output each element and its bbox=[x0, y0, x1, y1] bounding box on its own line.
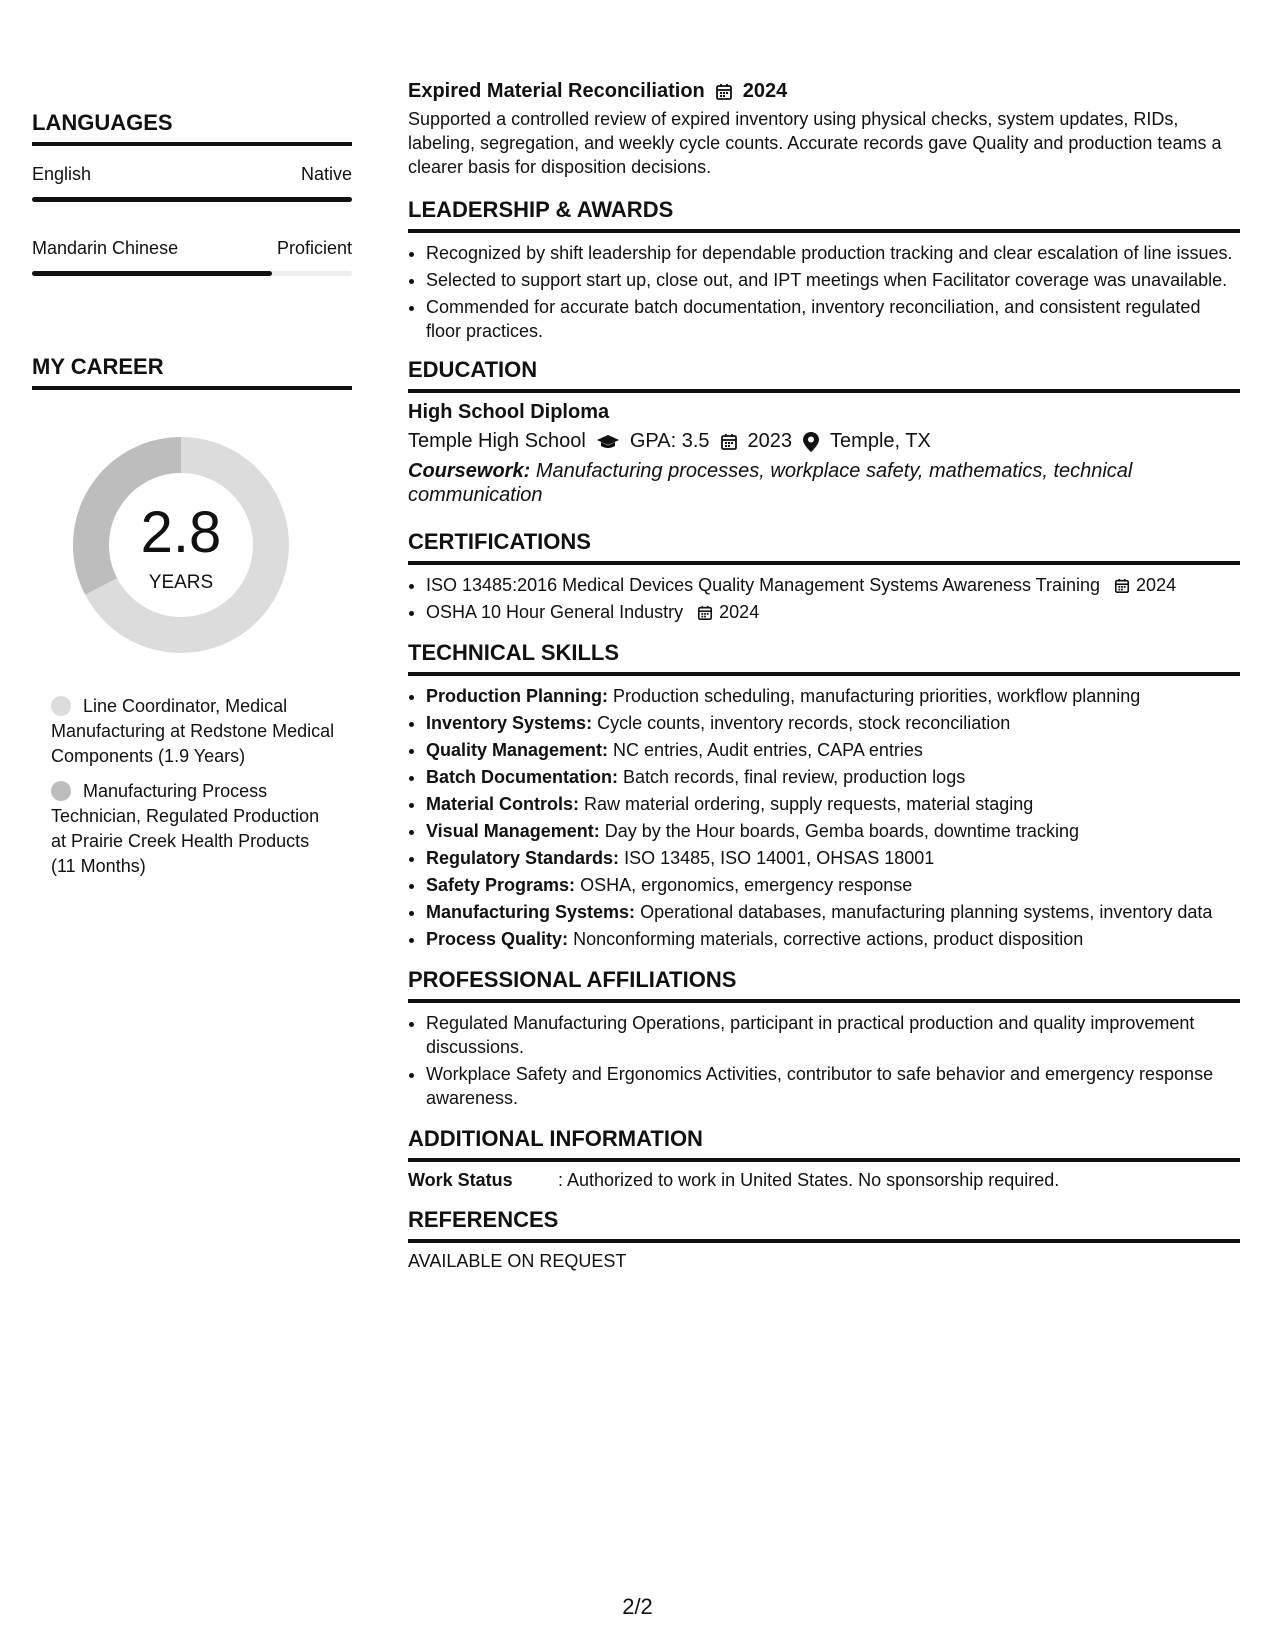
right-column bbox=[408, 80, 1240, 1272]
career-role-label: Manufacturing Process Technician, Regulated Production at Prairie Creek Health Products (11 Months) bbox=[51, 781, 320, 876]
skill-value: NC entries, Audit entries, CAPA entries bbox=[613, 740, 923, 760]
career-total-years: 2.8 bbox=[140, 500, 222, 565]
skill-value: Raw material ordering, supply requests, material staging bbox=[584, 794, 1034, 814]
certification-name: ISO 13485:2016 Medical Devices Quality Management Systems Awareness Training bbox=[426, 575, 1101, 595]
list-item: • Workplace Safety and Ergonomics Activities, contributor to safe behavior and emergency response awareness. bbox=[426, 1062, 1240, 1110]
affiliations-heading: PROFESSIONAL AFFILIATIONS bbox=[408, 967, 1240, 1003]
list-item: • Selected to support start up, close out, and IPT meetings when Facilitator coverage was unavailable. bbox=[426, 268, 1240, 292]
project-description: Supported a controlled review of expired inventory using physical checks, system updates, RIDs, labeling, segregation, and weekly cycle counts. Accurate records gave Quality and production teams a clearer basis for disposition decisions. bbox=[408, 109, 1222, 177]
coursework-text: Manufacturing processes, workplace safety, mathematics, technical communication bbox=[408, 460, 1133, 506]
skill-value: Batch records, final review, production logs bbox=[623, 767, 966, 787]
skill-value: Cycle counts, inventory records, stock reconciliation bbox=[597, 713, 1011, 733]
skills-list bbox=[408, 684, 1240, 951]
career-years-unit: YEARS bbox=[148, 572, 214, 593]
skill-value: Nonconforming materials, corrective actions, product disposition bbox=[573, 929, 1084, 949]
certifications-list bbox=[408, 573, 1240, 624]
skill-item bbox=[426, 900, 1240, 924]
left-column bbox=[32, 110, 352, 889]
language-level: Proficient bbox=[276, 238, 352, 258]
language-item bbox=[32, 238, 352, 276]
career-legend-item bbox=[51, 694, 336, 769]
additional-info-heading: ADDITIONAL INFORMATION bbox=[408, 1126, 1240, 1162]
career-section bbox=[32, 354, 352, 879]
skill-label: Visual Management: bbox=[426, 821, 600, 841]
education-year: 2023 bbox=[747, 430, 793, 452]
list-item: • Regulated Manufacturing Operations, participant in practical production and quality improvement discussions. bbox=[426, 1011, 1240, 1059]
page-number: 2/2 bbox=[622, 1594, 653, 1619]
graduation-cap-icon bbox=[596, 433, 620, 451]
skill-value: OSHA, ergonomics, emergency response bbox=[580, 875, 913, 895]
language-name: Mandarin Chinese bbox=[32, 238, 179, 258]
list-item bbox=[426, 573, 1240, 597]
skill-value: Day by the Hour boards, Gemba boards, downtime tracking bbox=[604, 821, 1079, 841]
career-role-label: Line Coordinator, Medical Manufacturing at Redstone Medical Components (1.9 Years) bbox=[51, 696, 335, 766]
location-pin-icon bbox=[802, 433, 820, 451]
legend-dot-icon bbox=[51, 781, 71, 801]
career-donut-chart bbox=[66, 430, 296, 660]
skill-label: Manufacturing Systems: bbox=[426, 902, 636, 922]
skill-label: Inventory Systems: bbox=[426, 713, 593, 733]
language-name: English bbox=[32, 164, 92, 184]
project-title: Expired Material Reconciliation bbox=[408, 80, 705, 102]
project-year: 2024 bbox=[742, 80, 788, 102]
skill-value: Operational databases, manufacturing planning systems, inventory data bbox=[640, 902, 1213, 922]
skill-item bbox=[426, 765, 1240, 789]
skill-item bbox=[426, 846, 1240, 870]
certification-year: 2024 bbox=[719, 602, 760, 622]
work-status-row bbox=[408, 1170, 1240, 1191]
skill-label: Process Quality: bbox=[426, 929, 569, 949]
language-item bbox=[32, 164, 352, 202]
education-degree: High School Diploma bbox=[408, 401, 610, 423]
calendar-icon bbox=[1113, 577, 1131, 595]
skill-label: Production Planning: bbox=[426, 686, 608, 706]
references-heading: REFERENCES bbox=[408, 1207, 1240, 1243]
skill-value: Production scheduling, manufacturing priorities, workflow planning bbox=[613, 686, 1141, 706]
skills-heading: TECHNICAL SKILLS bbox=[408, 640, 1240, 676]
references-text: AVAILABLE ON REQUEST bbox=[408, 1251, 627, 1271]
calendar-icon bbox=[720, 433, 738, 451]
calendar-icon bbox=[715, 83, 733, 101]
language-proficiency-bar bbox=[32, 271, 352, 276]
career-legend-item bbox=[51, 779, 336, 879]
education-coursework bbox=[408, 459, 1240, 507]
project-header bbox=[408, 80, 1240, 103]
skill-item bbox=[426, 738, 1240, 762]
coursework-label: Coursework: bbox=[408, 460, 531, 482]
leadership-list bbox=[408, 241, 1240, 343]
language-level: Native bbox=[300, 164, 352, 184]
list-item: • Recognized by shift leadership for dependable production tracking and clear escalation of line issues. bbox=[426, 241, 1240, 265]
language-proficiency-fill bbox=[32, 271, 272, 276]
language-proficiency-fill bbox=[32, 197, 352, 202]
affiliations-list bbox=[408, 1011, 1240, 1110]
list-item bbox=[426, 600, 1240, 624]
certification-name: OSHA 10 Hour General Industry bbox=[426, 602, 684, 622]
skill-item bbox=[426, 873, 1240, 897]
skill-label: Batch Documentation: bbox=[426, 767, 619, 787]
skill-label: Material Controls: bbox=[426, 794, 580, 814]
language-proficiency-bar bbox=[32, 197, 352, 202]
education-school: Temple High School bbox=[408, 430, 586, 452]
career-legend bbox=[51, 694, 336, 879]
skill-item bbox=[426, 684, 1240, 708]
education-location: Temple, TX bbox=[830, 430, 931, 452]
education-heading: EDUCATION bbox=[408, 357, 1240, 393]
skill-value: ISO 13485, ISO 14001, OHSAS 18001 bbox=[624, 848, 935, 868]
career-heading: MY CAREER bbox=[32, 354, 352, 390]
certification-year: 2024 bbox=[1136, 575, 1177, 595]
skill-item bbox=[426, 792, 1240, 816]
skill-item bbox=[426, 927, 1240, 951]
education-gpa: GPA: 3.5 bbox=[629, 430, 710, 452]
legend-dot-icon bbox=[51, 696, 71, 716]
skill-label: Regulatory Standards: bbox=[426, 848, 620, 868]
skill-label: Quality Management: bbox=[426, 740, 609, 760]
list-item: • Commended for accurate batch documentation, inventory reconciliation, and consistent regulated floor practices. bbox=[426, 295, 1240, 343]
certifications-heading: CERTIFICATIONS bbox=[408, 529, 1240, 565]
skill-item bbox=[426, 819, 1240, 843]
leadership-heading: LEADERSHIP & AWARDS bbox=[408, 197, 1240, 233]
work-status-value: : Authorized to work in United States. No sponsorship required. bbox=[558, 1170, 1060, 1190]
work-status-label: Work Status bbox=[408, 1170, 513, 1190]
languages-heading: LANGUAGES bbox=[32, 110, 352, 146]
skill-label: Safety Programs: bbox=[426, 875, 576, 895]
education-details bbox=[408, 430, 1240, 453]
skill-item bbox=[426, 711, 1240, 735]
calendar-icon bbox=[696, 604, 714, 622]
